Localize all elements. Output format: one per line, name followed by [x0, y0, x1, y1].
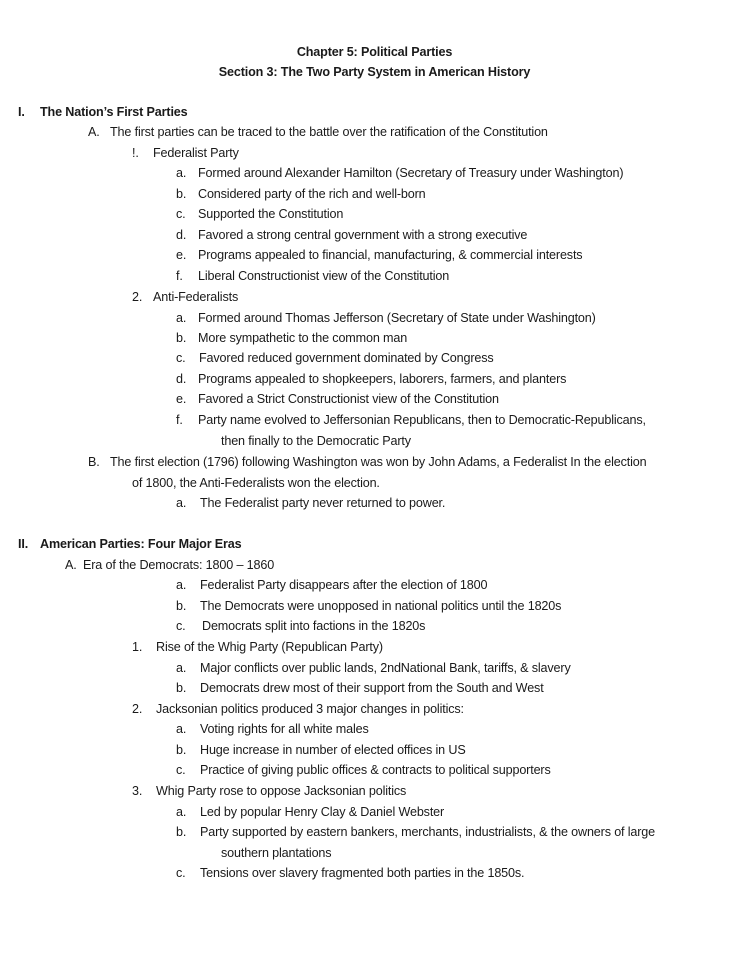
section-heading	[18, 104, 188, 120]
item-text: Era of the Democrats: 1800 – 1860	[83, 558, 275, 572]
item-text: Formed around Thomas Jefferson (Secretary of State under Washington)	[198, 311, 596, 325]
item-text: Whig Party rose to oppose Jacksonian politics	[156, 784, 407, 798]
document-title: Chapter 5: Political Parties	[296, 45, 453, 59]
item-text: Liberal Constructionist view of the Constitution	[198, 269, 450, 283]
item-continuation: southern plantations	[221, 845, 332, 860]
item-continuation: of 1800, the Anti-Federalists won the election.	[132, 475, 380, 490]
item-text: More sympathetic to the common man	[198, 331, 408, 345]
item-text: Programs appealed to financial, manufacturing, & commercial interests	[198, 248, 583, 262]
item-text: Anti-Federalists	[153, 290, 239, 304]
item-text: Practice of giving public offices & contracts to political supporters	[200, 763, 551, 777]
item-text: Favored a strong central government with a strong executive	[198, 228, 528, 242]
item-text: Led by popular Henry Clay & Daniel Webster	[200, 805, 445, 819]
section-marker: I.	[18, 105, 25, 119]
item-marker: 1.	[132, 640, 143, 654]
item-text: Democrats split into factions in the 1820s	[202, 619, 426, 633]
item-marker: !.	[132, 146, 139, 160]
item-text: The Democrats were unopposed in national politics until the 1820s	[200, 599, 562, 613]
item-marker: a.	[176, 722, 187, 736]
item-marker: b.	[176, 187, 187, 201]
item-text: The first parties can be traced to the battle over the ratification of the Constitution	[110, 125, 548, 139]
item-text: Favored a Strict Constructionist view of the Constitution	[198, 392, 499, 406]
item-marker: f.	[176, 413, 183, 427]
item-marker: e.	[176, 392, 187, 406]
item-marker: b.	[176, 331, 187, 345]
item-text: Favored reduced government dominated by Congress	[199, 351, 494, 365]
item-marker: a.	[176, 496, 187, 510]
item-marker: a.	[176, 166, 187, 180]
section-heading	[18, 536, 242, 552]
item-text: Voting rights for all white males	[200, 722, 369, 736]
item-text: Formed around Alexander Hamilton (Secretary of Treasury under Washington)	[198, 166, 624, 180]
item-text: Federalist Party	[153, 146, 239, 160]
item-marker: d.	[176, 372, 187, 386]
section-marker: II.	[18, 537, 29, 551]
item-marker: b.	[176, 681, 187, 695]
item-text: Programs appealed to shopkeepers, laborers, farmers, and planters	[198, 372, 567, 386]
item-text: Tensions over slavery fragmented both parties in the 1850s.	[200, 866, 525, 880]
item-marker: c.	[176, 351, 186, 365]
item-text: Considered party of the rich and well-born	[198, 187, 426, 201]
item-text: Huge increase in number of elected offices in US	[200, 743, 466, 757]
item-marker: A.	[65, 558, 77, 572]
item-text: Party name evolved to Jeffersonian Republicans, then to Democratic-Republicans,	[198, 413, 646, 427]
item-marker: 2.	[132, 290, 143, 304]
item-marker: A.	[88, 125, 100, 139]
item-marker: a.	[176, 805, 187, 819]
item-marker: 2.	[132, 702, 143, 716]
item-marker: b.	[176, 743, 187, 757]
item-marker: b.	[176, 599, 187, 613]
item-text: The first election (1796) following Washington was won by John Adams, a Federalist In the election	[110, 455, 647, 469]
item-text: Supported the Constitution	[198, 207, 344, 221]
item-marker: f.	[176, 269, 183, 283]
item-text: Democrats drew most of their support from the South and West	[200, 681, 544, 695]
item-marker: c.	[176, 619, 186, 633]
item-marker: 3.	[132, 784, 143, 798]
section-heading-text: The Nation’s First Parties	[40, 105, 188, 119]
item-text: The Federalist party never returned to power.	[200, 496, 446, 510]
item-marker: a.	[176, 578, 187, 592]
item-text: Party supported by eastern bankers, merchants, industrialists, & the owners of large	[200, 825, 655, 839]
item-marker: c.	[176, 207, 186, 221]
item-text: Rise of the Whig Party (Republican Party)	[156, 640, 383, 654]
item-text: Jacksonian politics produced 3 major changes in politics:	[156, 702, 464, 716]
item-marker: c.	[176, 866, 186, 880]
item-marker: b.	[176, 825, 187, 839]
item-marker: e.	[176, 248, 187, 262]
item-marker: a.	[176, 311, 187, 325]
item-text: Federalist Party disappears after the election of 1800	[200, 578, 488, 592]
item-continuation: then finally to the Democratic Party	[221, 433, 411, 448]
item-marker: d.	[176, 228, 187, 242]
item-marker: c.	[176, 763, 186, 777]
section-heading-text: American Parties: Four Major Eras	[40, 537, 242, 551]
item-marker: B.	[88, 455, 100, 469]
document-subtitle: Section 3: The Two Party System in American History	[218, 65, 531, 79]
item-text: Major conflicts over public lands, 2ndNational Bank, tariffs, & slavery	[200, 661, 571, 675]
item-marker: a.	[176, 661, 187, 675]
